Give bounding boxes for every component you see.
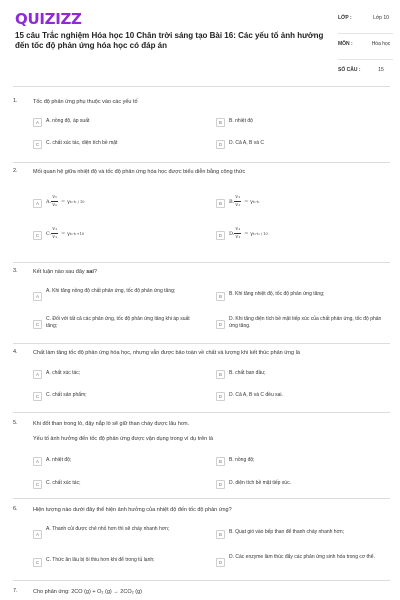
option-text: A. Thanh củi được chẻ nhỏ hơn thì sẽ cháy nhanh hơn; <box>46 526 170 532</box>
option-letter-box: C <box>33 140 42 149</box>
option-letter-box: C <box>33 392 42 401</box>
question-number: 1. <box>13 98 18 104</box>
option-text: C. chất xúc tác, diện tích bề mặt <box>46 140 118 146</box>
option-letter-box: B <box>216 530 225 539</box>
option-a[interactable] <box>33 194 205 209</box>
meta-class-label: LỚP : <box>338 15 352 21</box>
formula-exponent: t₂-t₁+10 <box>69 231 85 236</box>
fraction <box>51 194 58 209</box>
question-number: 7. <box>13 588 18 594</box>
option-text: D. Khi tăng diện tích bề mặt tiếp xúc của chất phản ứng, tốc độ phản ứng tăng. <box>229 316 382 329</box>
question-text <box>33 268 383 276</box>
question-text: Chất làm tăng tốc độ phản ứng hóa học, nhưng vẫn được bảo toàn về chất và lượng khi kết thúc phản ứng là <box>33 350 300 356</box>
option-text: A. chất xúc tác; <box>46 370 81 376</box>
divider <box>13 498 390 499</box>
option-text: A. nồng độ, áp suất <box>46 118 90 124</box>
page-title: 15 câu Trắc nghiệm Hóa học 10 Chân trời sáng tạo Bài 16: Các yếu tố ảnh hưởng đến tốc độ phản ứng hóa học có đáp án <box>15 31 324 50</box>
divider <box>13 412 390 413</box>
option-letter-box: B <box>216 199 225 208</box>
fraction-numerator: v₁ <box>235 226 241 232</box>
option-b[interactable] <box>216 370 390 379</box>
option-a[interactable] <box>33 288 205 301</box>
option-b[interactable] <box>216 194 390 209</box>
fraction-denominator: v₁ <box>235 202 241 208</box>
option-letter-box: A <box>33 370 42 379</box>
fraction-numerator: v₁ <box>52 194 58 200</box>
question-number: 2. <box>13 168 18 174</box>
divider <box>13 162 390 163</box>
fraction-numerator: v₁ <box>235 194 241 200</box>
option-c[interactable] <box>33 226 205 241</box>
meta-count-value: 15 <box>378 67 384 73</box>
option-letter-box: A <box>33 292 42 301</box>
question-text: Mối quan hệ giữa nhiệt độ và tốc độ phản ứng hóa học được biểu diễn bằng công thức <box>33 169 246 175</box>
option-text: B. Quạt gió vào bếp than để thanh cháy nhanh hơn; <box>229 529 345 535</box>
meta-subject-label: MÔN : <box>338 41 353 47</box>
option-text: A. Khi tăng nồng độ chất phản ứng, tốc độ phản ứng tăng; <box>46 288 176 294</box>
question-number: 6. <box>13 506 18 512</box>
option-letter-box: D <box>216 231 225 240</box>
option-prefix: D. <box>229 230 235 237</box>
formula-rhs: = γ <box>61 230 70 237</box>
option-text: D. Cả A, B và C <box>229 140 265 146</box>
option-c[interactable] <box>33 140 205 149</box>
option-a[interactable] <box>33 457 205 466</box>
question-text: Tốc độ phản ứng phụ thuộc vào các yếu tố <box>33 99 138 105</box>
formula-exponent: t₂-t₁ / 10 <box>253 231 268 236</box>
question-number: 3. <box>13 268 18 274</box>
option-text: C. Đối với tất cả các phản ứng, tốc độ phản ứng tăng khi áp suất tăng; <box>46 316 190 329</box>
option-b[interactable] <box>216 457 390 466</box>
question-text-part: Kết luận nào sau đây <box>33 269 87 275</box>
option-prefix: C. <box>46 230 52 237</box>
option-letter-box: D <box>216 320 225 329</box>
divider <box>13 262 390 263</box>
option-a[interactable] <box>33 370 205 379</box>
option-letter-box: D <box>216 392 225 401</box>
option-letter-box: B <box>216 370 225 379</box>
divider <box>13 580 390 581</box>
question-text: Hiện tượng nào dưới đây thể hiện ảnh hưởng của nhiệt độ đến tốc độ phản ứng? <box>33 507 232 513</box>
option-letter-box: B <box>216 292 225 301</box>
formula-rhs: = γ <box>244 198 253 205</box>
option-letter-box: A <box>33 199 42 208</box>
question-text: Khi đốt than trong lò, đậy nắp lò sẽ giữ than cháy được lâu hơn. <box>33 421 190 427</box>
question-subtext: Yếu tố ảnh hưởng đến tốc độ phản ứng được vận dụng trong ví dụ trên là <box>33 436 214 442</box>
option-c[interactable] <box>33 316 205 329</box>
option-letter-box: D <box>216 480 225 489</box>
option-d[interactable] <box>216 554 390 567</box>
formula-exponent: t₂-t₁ / 10 <box>69 199 85 204</box>
option-letter-box: C <box>33 480 42 489</box>
option-letter-box: A <box>33 530 42 539</box>
meta-subject-value: Hóa học <box>371 41 391 47</box>
meta-count-label: SỐ CÂU : <box>338 67 361 73</box>
option-c[interactable] <box>33 480 205 489</box>
option-b[interactable] <box>216 529 390 539</box>
option-text: B. nhiệt độ <box>229 118 253 124</box>
option-text: C. chất sản phẩm; <box>46 392 87 398</box>
question-number: 4. <box>13 349 18 355</box>
option-letter-box: B <box>216 457 225 466</box>
option-text: B. chất ban đầu; <box>229 370 266 376</box>
option-d[interactable] <box>216 480 390 489</box>
worksheet-header <box>0 0 400 88</box>
formula-rhs: = γ <box>244 230 254 237</box>
question-text: Cho phản ứng: 2CO (g) + O₂ (g) → 2CO₂ (g) <box>33 589 142 595</box>
option-text: D. diện tích bề mặt tiếp xúc. <box>229 480 291 486</box>
option-letter-box: C <box>33 231 42 240</box>
option-letter-box: D <box>216 558 225 567</box>
option-c[interactable] <box>33 392 205 401</box>
fraction-denominator: v₁ <box>52 234 58 240</box>
formula-exponent: t₂-t₁ <box>252 199 260 204</box>
formula <box>46 194 85 209</box>
option-letter-box: C <box>33 320 42 329</box>
option-text: D. Cả A, B và C đều sai. <box>229 392 283 398</box>
fraction-denominator: v₁ <box>235 234 241 240</box>
fraction-denominator: v₁ <box>52 202 58 208</box>
option-letter-box: D <box>216 140 225 149</box>
option-d[interactable] <box>216 316 390 329</box>
divider <box>338 59 393 60</box>
question-text-part: ? <box>93 269 97 275</box>
formula-rhs: = γ <box>61 198 70 205</box>
option-text: C. Thức ăn lâu bị ôi thiu hơn khi để trong tủ lạnh; <box>46 557 155 563</box>
formula <box>229 194 260 209</box>
fraction <box>51 226 58 241</box>
option-text: D. Các enzyme làm thúc đẩy các phản ứng sinh hóa trong cơ thể. <box>229 554 375 560</box>
option-b[interactable] <box>216 118 390 127</box>
question-number: 5. <box>13 420 18 426</box>
option-d[interactable] <box>216 392 390 401</box>
option-d[interactable] <box>216 226 390 241</box>
option-letter-box: C <box>33 558 42 567</box>
option-letter-box: A <box>33 118 42 127</box>
question-text-emphasis: sai <box>86 269 94 275</box>
option-text: C. chất xúc tác; <box>46 480 81 486</box>
fraction-numerator: v₁ <box>52 226 58 232</box>
fraction <box>234 226 241 241</box>
option-prefix: A. <box>46 198 52 205</box>
fraction <box>234 194 241 209</box>
option-letter-box: A <box>33 457 42 466</box>
divider <box>13 86 390 87</box>
option-text: B. Khi tăng nhiệt độ, tốc độ phản ứng tăng; <box>229 291 325 297</box>
divider <box>338 33 393 34</box>
option-d[interactable] <box>216 140 390 149</box>
option-a[interactable] <box>33 118 205 127</box>
option-text: B. nồng độ; <box>229 457 255 463</box>
option-text: A. nhiệt độ; <box>46 457 72 463</box>
option-c[interactable] <box>33 557 205 567</box>
quizizz-logo: QUIZIZZ <box>15 10 82 28</box>
divider <box>13 343 390 344</box>
meta-class-value: Lớp 10 <box>373 15 389 21</box>
option-b[interactable] <box>216 291 390 301</box>
option-letter-box: B <box>216 118 225 127</box>
formula <box>46 226 84 241</box>
option-prefix: B. <box>229 198 235 205</box>
option-a[interactable] <box>33 526 205 539</box>
formula <box>229 226 268 241</box>
